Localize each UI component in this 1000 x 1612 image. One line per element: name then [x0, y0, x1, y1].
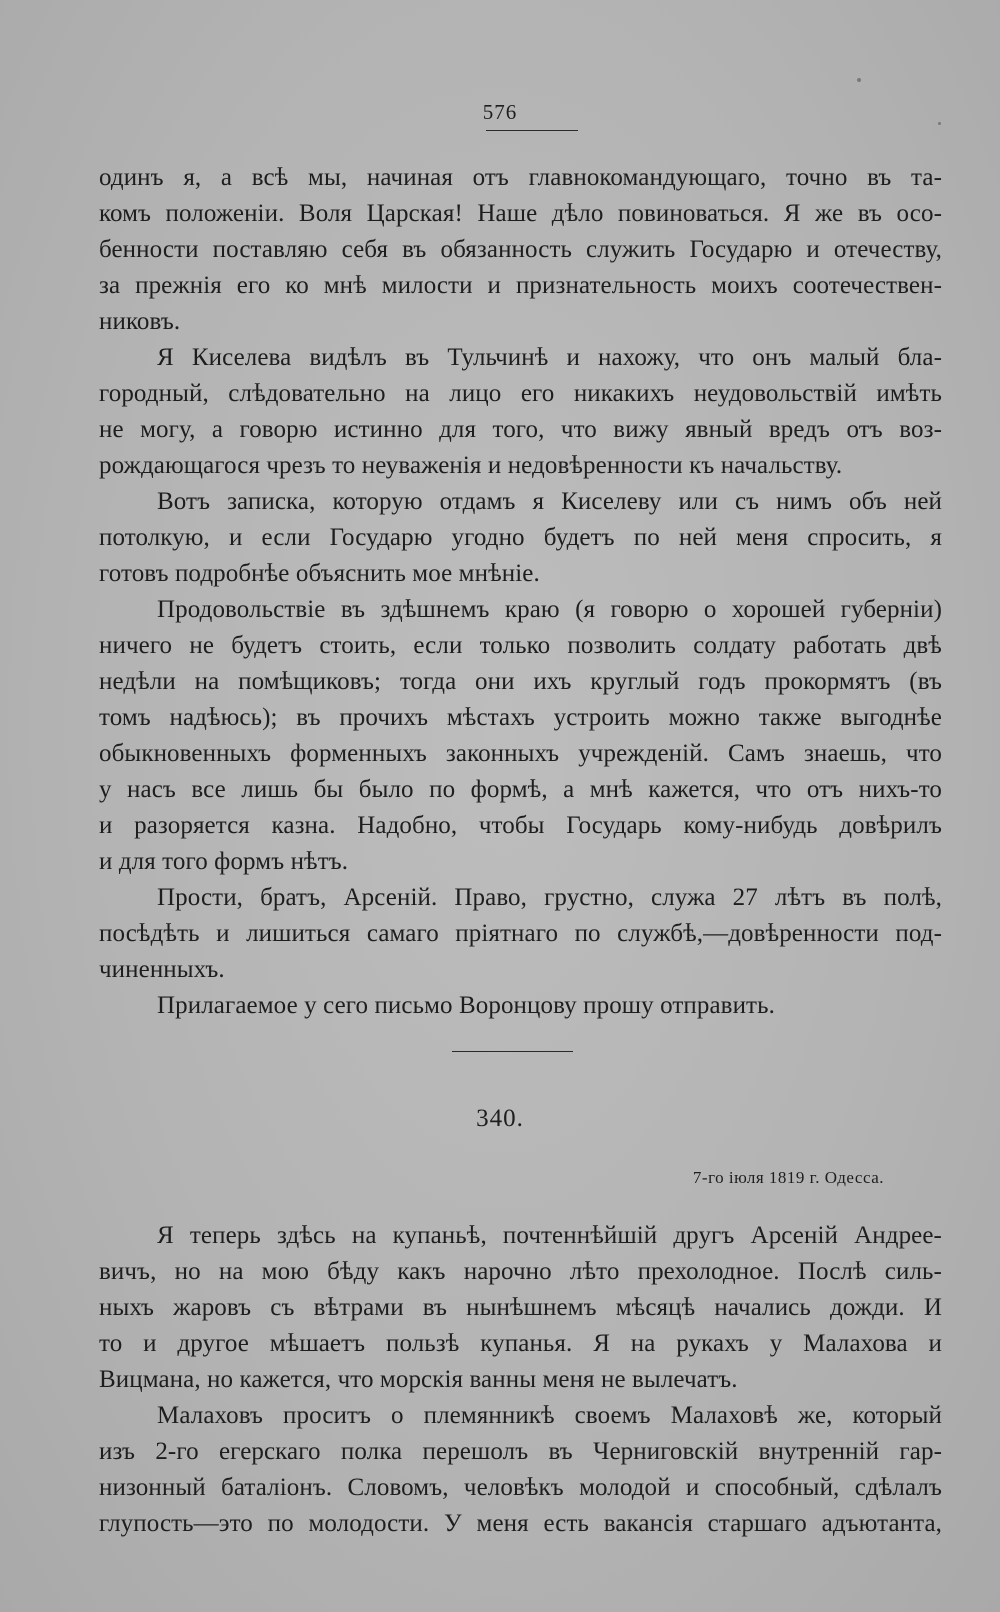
text-line: комъ положеніи. Воля Царская! Наше дѣло повиноваться. Я же въ осо- [99, 200, 942, 227]
page-number: 576 [482, 100, 518, 124]
text-line: Вотъ записка, которую отдамъ я Киселеву или съ нимъ объ ней [157, 488, 942, 515]
print-speck [857, 78, 861, 82]
text-line: Прилагаемое у сего письмо Воронцову прошу отправить. [157, 992, 775, 1019]
text-line: Я теперь здѣсь на купаньѣ, почтеннѣйшій другъ Арсеній Андрее- [157, 1222, 942, 1249]
text-line: Я Киселева видѣлъ въ Тульчинѣ и нахожу, что онъ малый бла- [157, 344, 942, 371]
text-line: Вицмана, но кажется, что морскія ванны меня не вылечатъ. [99, 1366, 738, 1393]
text-line: и для того формъ нѣтъ. [99, 848, 349, 875]
text-line: одинъ я, а всѣ мы, начиная отъ главнокомандующаго, точно въ та- [99, 164, 942, 191]
text-line: за прежнія его ко мнѣ милости и признательность моихъ соотечествен- [99, 272, 942, 299]
print-speck [938, 122, 941, 125]
paragraph [99, 1398, 942, 1542]
text-line: городный, слѣдовательно на лицо его никакихъ неудовольствій имѣть [99, 380, 942, 407]
text-line: обыкновенныхъ форменныхъ законныхъ учрежденій. Самъ знаешь, что [99, 740, 942, 767]
text-line: вичъ, но на мою бѣду какъ нарочно лѣто прехолодное. Послѣ силь- [99, 1258, 942, 1285]
text-line: и разоряется казна. Надобно, чтобы Государь кому-нибудь довѣрилъ [99, 812, 942, 839]
paragraph [99, 880, 942, 988]
letter-number: 340. [476, 1105, 524, 1132]
text-line: бенности поставляю себя въ обязанность служить Государю и отечеству, [99, 236, 942, 263]
text-line: Малаховъ проситъ о племянникѣ своемъ Малаховѣ же, который [157, 1402, 942, 1429]
text-line: Прости, братъ, Арсеній. Право, грустно, служа 27 лѣтъ въ полѣ, [157, 884, 942, 911]
text-line: изъ 2-го егерскаго полка перешолъ въ Черниговскій внутренній гар- [99, 1438, 942, 1465]
text-line: никовъ. [99, 308, 181, 335]
text-line: то и другое мѣшаетъ пользѣ купанья. Я на рукахъ у Малахова и [99, 1330, 942, 1357]
text-line: недѣли на помѣщиковъ; тогда они ихъ круглый годъ прокормятъ (въ [99, 668, 942, 695]
text-line: глупость—это по молодости. У меня есть вакансія старшаго адъютанта, [99, 1510, 942, 1537]
text-line: ничего не будетъ стоить, если только позволить солдату работать двѣ [99, 632, 942, 659]
header-rule [486, 130, 578, 131]
text-line: рождающагося чрезъ то неуваженія и недовѣренности къ начальству. [99, 452, 843, 479]
paragraph [99, 160, 942, 340]
letter-dateline: 7-го іюля 1819 г. Одесса. [692, 1168, 884, 1187]
paragraph [99, 1218, 942, 1398]
text-line: чиненныхъ. [99, 956, 225, 983]
text-line: низонный баталіонъ. Словомъ, человѣкъ молодой и способный, сдѣлалъ [99, 1474, 942, 1501]
text-line: не могу, а говорю истинно для того, что вижу явный вредъ отъ воз- [99, 416, 942, 443]
text-line: потолкую, и если Государю угодно будетъ по ней меня спросить, я [99, 524, 942, 551]
text-line: посѣдѣть и лишиться самаго пріятнаго по службѣ,—довѣренности под- [99, 920, 942, 947]
paragraph [99, 340, 942, 484]
text-line: томъ надѣюсь); въ прочихъ мѣстахъ устроить можно также выгоднѣе [99, 704, 942, 731]
text-line: у насъ все лишь бы было по формѣ, а мнѣ кажется, что отъ нихъ-то [99, 776, 942, 803]
letter-340-text [99, 1218, 942, 1542]
section-divider [452, 1051, 573, 1052]
paragraph [99, 592, 942, 880]
letter-continuation-text [99, 160, 942, 1024]
text-line: готовъ подробнѣе объяснить мое мнѣніе. [99, 560, 540, 587]
paragraph [99, 484, 942, 592]
text-line: ныхъ жаровъ съ вѣтрами въ нынѣшнемъ мѣсяцѣ начались дожди. И [99, 1294, 942, 1321]
paragraph [99, 988, 942, 1024]
text-line: Продовольствіе въ здѣшнемъ краю (я говорю о хорошей губерніи) [157, 596, 942, 623]
